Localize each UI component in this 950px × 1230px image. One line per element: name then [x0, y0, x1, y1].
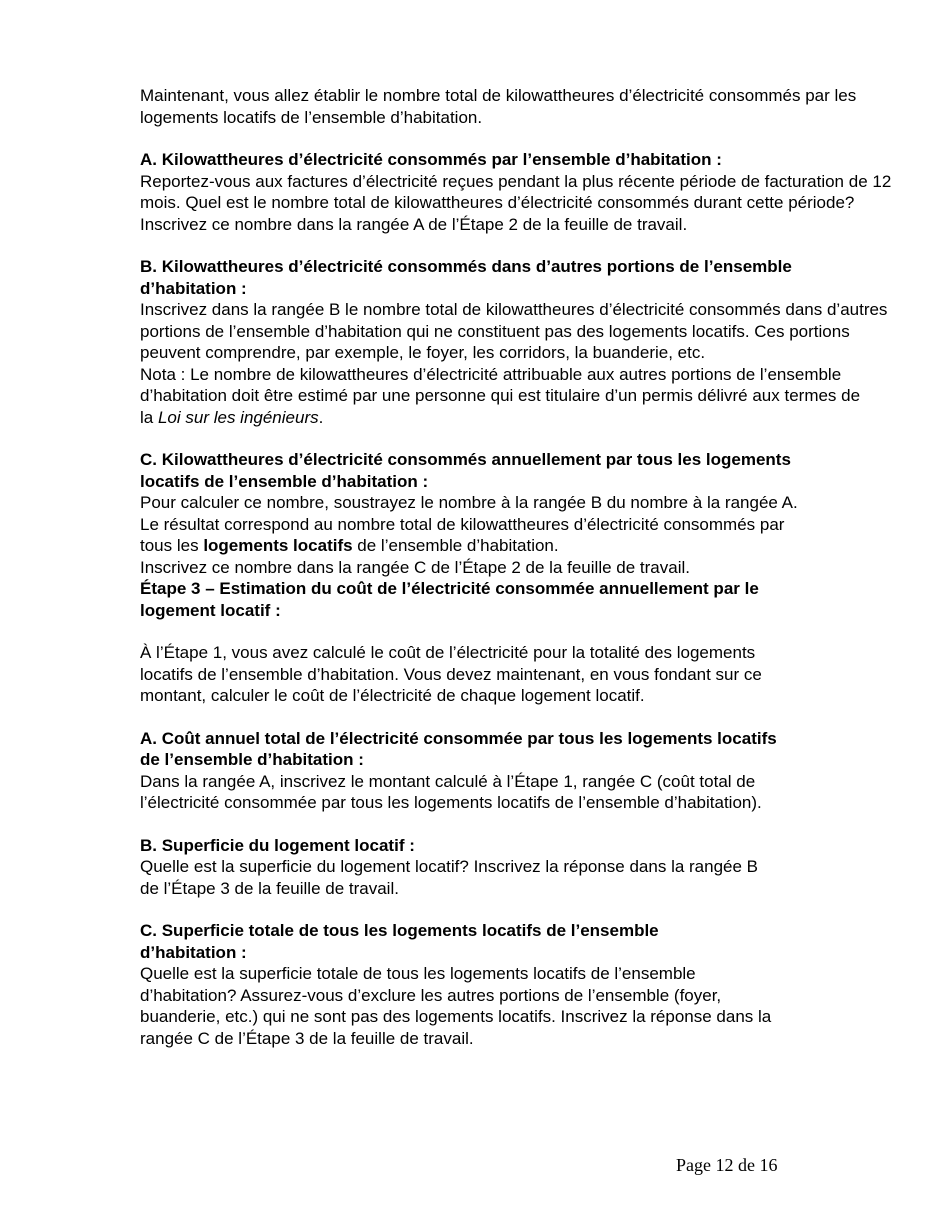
step2-c-body-bold: logements locatifs — [203, 536, 353, 555]
step3-a-heading: A. Coût annuel total de l’électricité consommée par tous les logements locatifs de l’ensemble d’habitation : — [140, 728, 777, 769]
step2-b-note-text: Nota : Le nombre de kilowattheures d’électricité attribuable aux autres portions de l’ensemble d’habitation doit être estimé par une personne qui est titulaire d’un permis délivré aux termes de la — [140, 364, 861, 427]
step2-c-body-end: de l’ensemble d’habitation. — [352, 536, 559, 555]
step2-c-instruction: Inscrivez ce nombre dans la rangée C de l’Étape 2 de la feuille de travail. — [140, 557, 690, 577]
step2-b-body: Inscrivez dans la rangée B le nombre total de kilowattheures d’électricité consommés dans d’autres portions de l’ensemble d’habitation qui ne constituent pas des logements locatifs. Ces portions peuvent comprendre, par exemple, le foyer, les corridors, la buanderie, etc. — [140, 300, 888, 362]
step3-intro: À l’Étape 1, vous avez calculé le coût de l’électricité pour la totalité des logements locatifs de l’ensemble d’habitation. Vous devez maintenant, en vous fondant sur ce montant, calculer le coût de l’électricité de chaque logement locatif. — [140, 643, 762, 705]
step3-title: Étape 3 – Estimation du coût de l’électricité consommée annuellement par le logement locatif : — [140, 579, 759, 620]
step3-section-c — [140, 920, 785, 1049]
step3-b-heading: B. Superficie du logement locatif : — [140, 835, 415, 855]
step2-section-a — [140, 149, 900, 235]
page-number: Page 12 de 16 — [676, 1155, 778, 1175]
document-page — [140, 85, 900, 1049]
step2-section-c — [140, 449, 810, 578]
step2-c-body — [140, 492, 810, 557]
step2-c-heading: C. Kilowattheures d’électricité consommés annuellement par tous les logements locatifs de l’ensemble d’habitation : — [140, 450, 791, 491]
step3-a-body: Dans la rangée A, inscrivez le montant calculé à l’Étape 1, rangée C (coût total de l’électricité consommée par tous les logements locatifs de l’ensemble d’habitation). — [140, 771, 762, 812]
step3-section — [140, 578, 810, 707]
step2-section-b — [140, 256, 900, 428]
step2-a-body: Reportez-vous aux factures d’électricité reçues pendant la plus récente période de facturation de 12 mois. Quel est le nombre total de kilowattheures d’électricité consommés durant cette période? Inscrivez ce nombre dans la rangée A de l’Étape 2 de la feuille de travail. — [140, 171, 892, 234]
intro-paragraph: Maintenant, vous allez établir le nombre total de kilowattheures d’électricité consommés par les logements locatifs de l’ensemble d’habitation. — [140, 86, 857, 127]
step2-b-note — [140, 364, 870, 429]
step2-b-heading: B. Kilowattheures d’électricité consommés dans d’autres portions de l’ensemble d’habitation : — [140, 257, 792, 298]
law-name-italic: Loi sur les ingénieurs — [157, 407, 319, 427]
step3-c-body: Quelle est la superficie totale de tous les logements locatifs de l’ensemble d’habitation? Assurez-vous d’exclure les autres portions de l’ensemble (foyer, buanderie, etc.) qui ne sont pas des logements locatifs. Inscrivez la réponse dans la rangée C de l’Étape 3 de la feuille de travail. — [140, 964, 772, 1048]
step3-section-a — [140, 728, 800, 814]
step2-b-note-end: . — [318, 407, 324, 427]
step3-section-b — [140, 835, 780, 900]
step2-c-body-text: Pour calculer ce nombre, soustrayez le nombre à la rangée B du nombre à la rangée A. Le résultat correspond au nombre total de kilowattheures d’électricité consommés par tous les — [140, 493, 798, 555]
step3-c-heading: C. Superficie totale de tous les logements locatifs de l’ensemble d’habitation : — [140, 921, 659, 962]
step3-b-body: Quelle est la superficie du logement locatif? Inscrivez la réponse dans la rangée B de l’Étape 3 de la feuille de travail. — [140, 857, 759, 898]
step2-a-heading: A. Kilowattheures d’électricité consommés par l’ensemble d’habitation : — [140, 150, 722, 169]
